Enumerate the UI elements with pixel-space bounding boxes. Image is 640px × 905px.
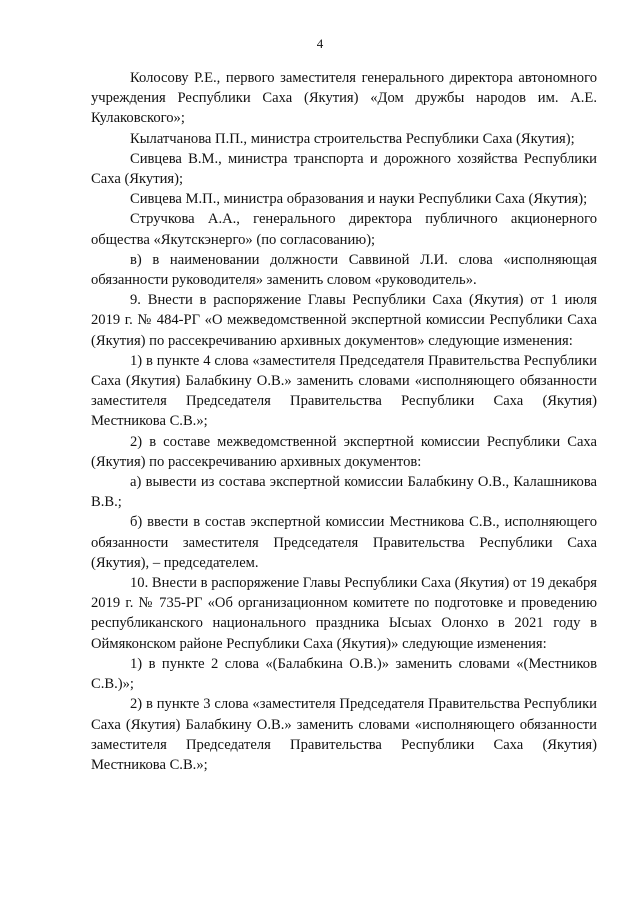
paragraph-kylatchanova: Кылатчанова П.П., министра строительства Республики Саха (Якутия); (130, 130, 575, 147)
paragraph-struchkova: Стручкова А.А., генерального директора публичного акционерного общества «Якутскэнерго» (по согласованию); (91, 211, 597, 248)
paragraph-section-10: 10. Внести в распоряжение Главы Республики Саха (Якутия) от 19 декабря 2019 г. № 735-РГ «Об организационном комитете по подготовке и проведению республиканского национального праздника Ысыах Олонхо в 2021 году в Оймяконском районе Республики Саха (Якутия)» следующие изменения: (91, 575, 597, 652)
paragraph-section-9-item-a: а) вывести из состава экспертной комиссии Балабкину О.В., Калашникова В.В.; (91, 474, 597, 511)
paragraph-section-9-item-b: б) ввести в состав экспертной комиссии Местникова С.В., исполняющего обязанности заместителя Председателя Правительства Республики Саха (Якутия), – председателем. (91, 514, 597, 571)
paragraph-item-v-savvina: в) в наименовании должности Саввиной Л.И. слова «исполняющая обязанности руководителя» заменить словом «руководитель». (91, 251, 597, 289)
page-number: 4 (316, 36, 324, 51)
document-body (91, 68, 597, 775)
paragraph-section-9-item-1: 1) в пункте 4 слова «заместителя Председателя Правительства Республики Саха (Якутия) Балабкину О.В.» заменить словами «исполняющего обязанности заместителя Председателя Правительства Республики Саха (Якутия) Местникова С.В.»; (91, 352, 597, 430)
paragraph-section-10-item-2: 2) в пункте 3 слова «заместителя Председателя Правительства Республики Саха (Якутия) Балабкину О.В.» заменить словами «исполняющего обязанности заместителя Председателя Правительства Республики Саха (Якутия) Местникова С.В.»; (91, 696, 597, 773)
paragraph-sivtseva-vm: Сивцева В.М., министра транспорта и дорожного хозяйства Республики Саха (Якутия); (91, 150, 597, 188)
paragraph-kolosova: Колосову Р.Е., первого заместителя генерального директора автономного учреждения Республики Саха (Якутия) «Дом дружбы народов им. А.Е. Кулаковского»; (91, 70, 597, 127)
paragraph-sivtseva-mp: Сивцева М.П., министра образования и науки Республики Саха (Якутия); (130, 191, 588, 208)
paragraph-section-10-item-1: 1) в пункте 2 слова «(Балабкина О.В.)» заменить словами «(Местников С.В.)»; (91, 655, 597, 693)
paragraph-section-9-item-2: 2) в составе межведомственной экспертной комиссии Республики Саха (Якутия) по рассекречиванию архивных документов: (91, 433, 597, 470)
paragraph-section-9: 9. Внести в распоряжение Главы Республики Саха (Якутия) от 1 июля 2019 г. № 484-РГ «О межведомственной экспертной комиссии Республики Саха (Якутия) по рассекречиванию архивных документов» следующие изменения: (91, 292, 597, 349)
